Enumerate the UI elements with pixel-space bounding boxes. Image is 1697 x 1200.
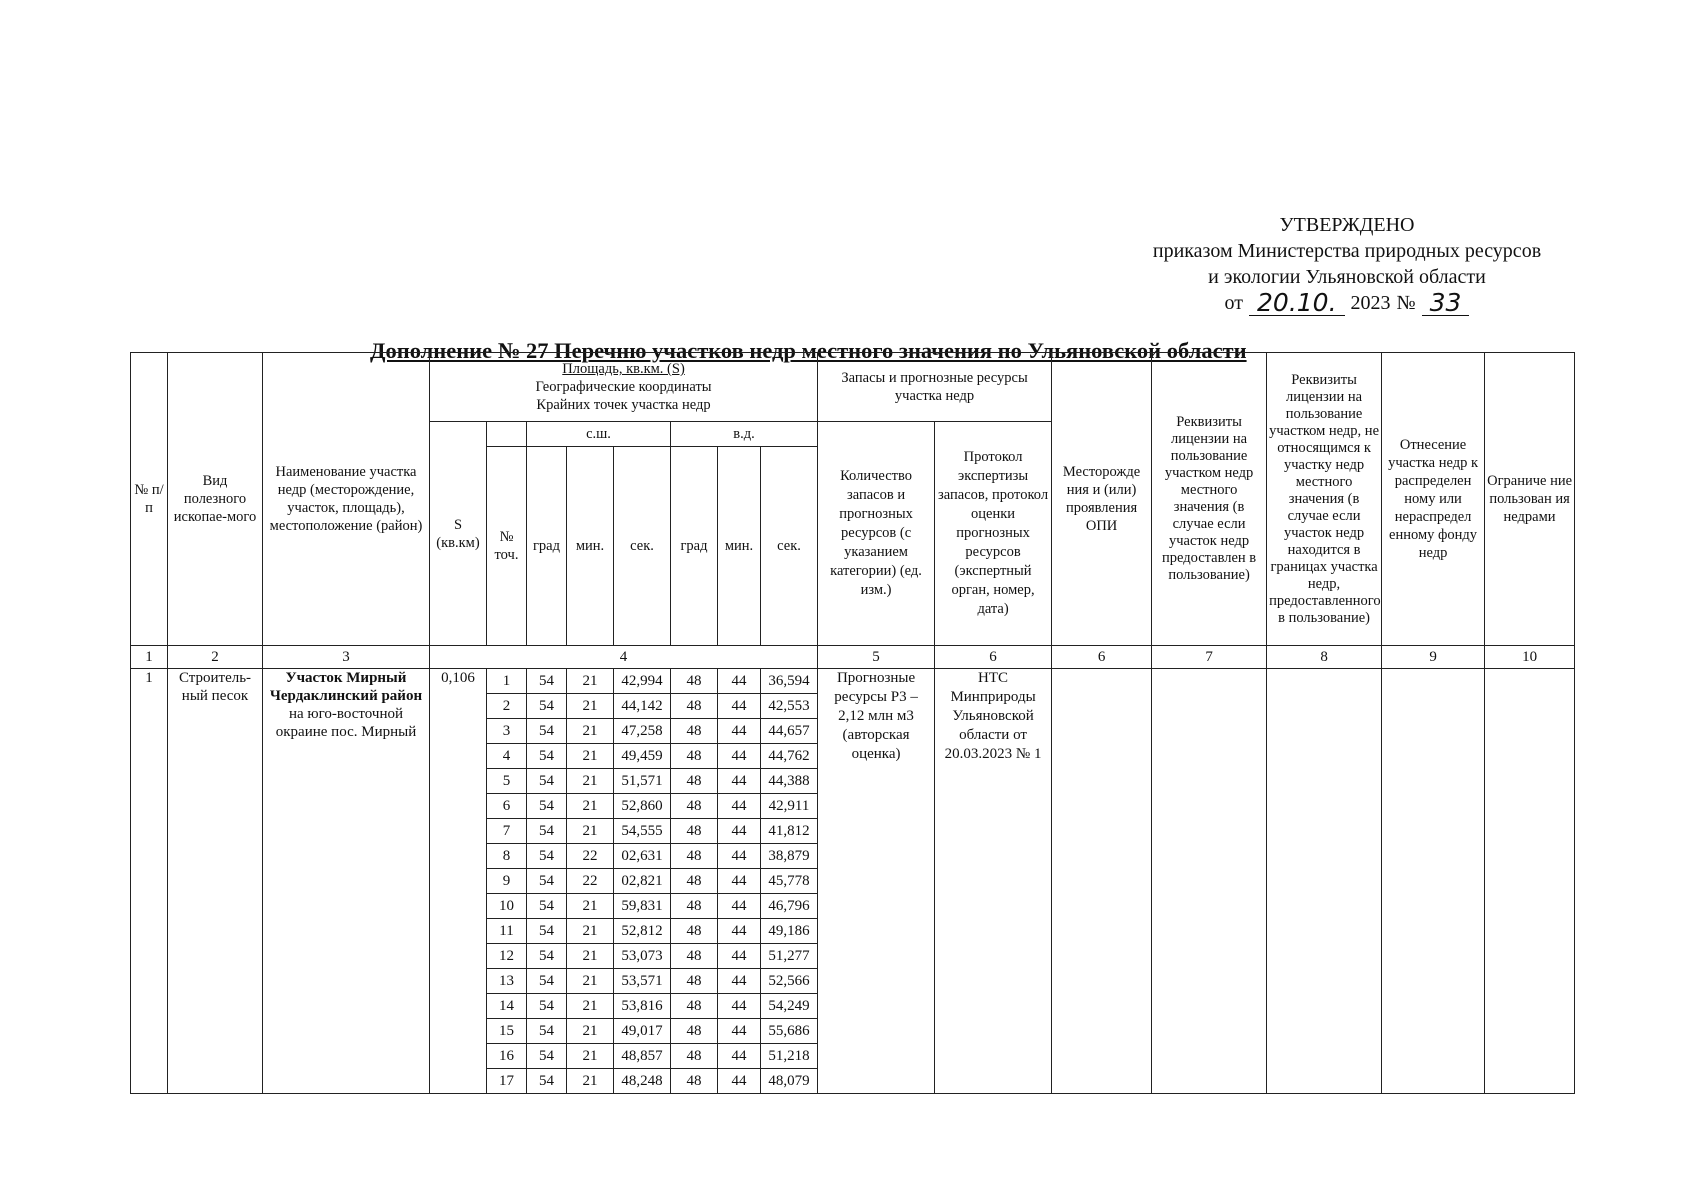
east-deg: 48 [671, 969, 718, 994]
row-area: 0,106 [430, 669, 487, 1094]
east-deg: 48 [671, 794, 718, 819]
approval-stamp [1137, 212, 1557, 316]
site-name-location: на юго-восточной окраине пос. Мирный [275, 706, 417, 740]
handwritten-date: 20.10. [1249, 291, 1345, 316]
east-deg: 48 [671, 894, 718, 919]
north-deg: 54 [527, 694, 567, 719]
north-deg: 54 [527, 844, 567, 869]
header-north: с.ш. [527, 422, 671, 447]
row-restriction [1485, 669, 1575, 1094]
north-sec: 53,816 [614, 994, 671, 1019]
north-deg: 54 [527, 894, 567, 919]
date-prefix: от [1224, 292, 1244, 314]
north-min: 21 [567, 944, 614, 969]
north-sec: 53,073 [614, 944, 671, 969]
east-min: 44 [718, 969, 761, 994]
east-deg: 48 [671, 1019, 718, 1044]
header-east: в.д. [671, 422, 818, 447]
header-site-name: Наименование участка недр (месторождение, участок, площадь), местоположение (район) [263, 353, 430, 646]
column-number-row [131, 646, 1575, 669]
col-number: 9 [1382, 646, 1485, 669]
east-deg: 48 [671, 744, 718, 769]
header-deposit: Месторожде ния и (или) проявления ОПИ [1052, 353, 1152, 646]
document-title: Дополнение № 27 Перечню участков недр местного значения по Ульяновской области [370, 338, 1247, 363]
point-number: 16 [487, 1044, 527, 1069]
east-deg: 48 [671, 869, 718, 894]
east-deg: 48 [671, 669, 718, 694]
header-restriction: Ограниче ние пользован ия недрами [1485, 353, 1575, 646]
east-sec: 48,079 [761, 1069, 818, 1094]
header-area-line1: Площадь, кв.км. (S) [562, 361, 685, 377]
header-east-sec: сек. [761, 447, 818, 646]
east-sec: 45,778 [761, 869, 818, 894]
header-protocol: Протокол экспертизы запасов, протокол оценки прогнозных ресурсов (экспертный орган, номер, дата) [935, 422, 1052, 646]
approval-year: 2023 [1350, 292, 1391, 314]
header-north-min: мин. [567, 447, 614, 646]
row-number: 1 [131, 669, 168, 1094]
north-deg: 54 [527, 944, 567, 969]
table-row [131, 669, 1575, 694]
north-sec: 52,812 [614, 919, 671, 944]
header-north-deg: град [527, 447, 567, 646]
header-license-other: Реквизиты лицензии на пользование участком недр, не относящимся к участку недр местного значения (в случае если участок недр находится в границах участка недр, предоставленного в пользование) [1267, 353, 1382, 646]
row-mineral-type: Строитель-ный песок [168, 669, 263, 1094]
east-min: 44 [718, 694, 761, 719]
col-number: 5 [818, 646, 935, 669]
east-sec: 36,594 [761, 669, 818, 694]
header-area-line2: Географические координаты [535, 379, 712, 395]
header-s: S (кв.км) [430, 422, 487, 646]
point-number: 11 [487, 919, 527, 944]
east-min: 44 [718, 844, 761, 869]
east-min: 44 [718, 1069, 761, 1094]
north-deg: 54 [527, 994, 567, 1019]
north-deg: 54 [527, 869, 567, 894]
handwritten-number: 33 [1422, 291, 1470, 316]
col-number: 1 [131, 646, 168, 669]
row-license-local [1152, 669, 1267, 1094]
east-min: 44 [718, 944, 761, 969]
east-min: 44 [718, 1019, 761, 1044]
north-min: 21 [567, 669, 614, 694]
north-min: 21 [567, 994, 614, 1019]
east-sec: 41,812 [761, 819, 818, 844]
east-sec: 42,911 [761, 794, 818, 819]
east-min: 44 [718, 1044, 761, 1069]
point-number: 2 [487, 694, 527, 719]
row-fund [1382, 669, 1485, 1094]
north-sec: 48,248 [614, 1069, 671, 1094]
point-number: 9 [487, 869, 527, 894]
north-min: 22 [567, 869, 614, 894]
approval-ministry-line: приказом Министерства природных ресурсов [1152, 240, 1542, 262]
point-number: 6 [487, 794, 527, 819]
header-point-spacer [487, 422, 527, 447]
north-sec: 51,571 [614, 769, 671, 794]
north-sec: 47,258 [614, 719, 671, 744]
point-number: 8 [487, 844, 527, 869]
row-site-name [263, 669, 430, 1094]
point-number: 5 [487, 769, 527, 794]
north-deg: 54 [527, 1069, 567, 1094]
east-deg: 48 [671, 719, 718, 744]
point-number: 3 [487, 719, 527, 744]
east-sec: 49,186 [761, 919, 818, 944]
col-number: 7 [1152, 646, 1267, 669]
north-min: 21 [567, 694, 614, 719]
north-sec: 54,555 [614, 819, 671, 844]
header-row-1 [131, 353, 1575, 422]
north-min: 21 [567, 719, 614, 744]
header-license-local: Реквизиты лицензии на пользование участком недр местного значения (в случае если участок недр предоставлен в пользование) [1152, 353, 1267, 646]
point-number: 10 [487, 894, 527, 919]
east-sec: 46,796 [761, 894, 818, 919]
east-deg: 48 [671, 844, 718, 869]
north-sec: 52,860 [614, 794, 671, 819]
east-sec: 51,277 [761, 944, 818, 969]
header-no: № п/п [131, 353, 168, 646]
col-number: 8 [1267, 646, 1382, 669]
header-north-sec: сек. [614, 447, 671, 646]
point-number: 14 [487, 994, 527, 1019]
north-deg: 54 [527, 1019, 567, 1044]
header-east-min: мин. [718, 447, 761, 646]
east-deg: 48 [671, 769, 718, 794]
north-min: 21 [567, 1044, 614, 1069]
north-min: 21 [567, 769, 614, 794]
east-deg: 48 [671, 944, 718, 969]
site-name-bold: Участок Мирный Чердаклинский район [269, 670, 423, 704]
north-deg: 54 [527, 969, 567, 994]
point-number: 17 [487, 1069, 527, 1094]
number-sign: № [1396, 292, 1416, 314]
north-min: 21 [567, 969, 614, 994]
north-deg: 54 [527, 719, 567, 744]
north-min: 21 [567, 1019, 614, 1044]
col-number: 4 [430, 646, 818, 669]
header-point-no: № точ. [487, 447, 527, 646]
point-number: 12 [487, 944, 527, 969]
point-number: 4 [487, 744, 527, 769]
header-reserves-qty: Количество запасов и прогнозных ресурсов (с указанием категории) (ед. изм.) [818, 422, 935, 646]
north-min: 21 [567, 919, 614, 944]
east-min: 44 [718, 719, 761, 744]
east-deg: 48 [671, 919, 718, 944]
east-sec: 52,566 [761, 969, 818, 994]
east-min: 44 [718, 794, 761, 819]
row-license-other [1267, 669, 1382, 1094]
header-fund: Отнесение участка недр к распределен ному или нераспредел енному фонду недр [1382, 353, 1485, 646]
east-min: 44 [718, 869, 761, 894]
north-sec: 48,857 [614, 1044, 671, 1069]
north-sec: 44,142 [614, 694, 671, 719]
east-deg: 48 [671, 694, 718, 719]
east-sec: 51,218 [761, 1044, 818, 1069]
approval-heading: УТВЕРЖДЕНО [1279, 214, 1415, 236]
east-deg: 48 [671, 1044, 718, 1069]
north-deg: 54 [527, 919, 567, 944]
point-number: 1 [487, 669, 527, 694]
north-min: 21 [567, 819, 614, 844]
header-mineral-type: Вид полезного ископае-мого [168, 353, 263, 646]
east-sec: 44,762 [761, 744, 818, 769]
north-sec: 59,831 [614, 894, 671, 919]
col-number: 6 [1052, 646, 1152, 669]
north-deg: 54 [527, 769, 567, 794]
col-number: 6 [935, 646, 1052, 669]
north-min: 21 [567, 1069, 614, 1094]
east-min: 44 [718, 994, 761, 1019]
north-sec: 53,571 [614, 969, 671, 994]
east-min: 44 [718, 819, 761, 844]
north-min: 21 [567, 894, 614, 919]
north-sec: 42,994 [614, 669, 671, 694]
east-sec: 44,657 [761, 719, 818, 744]
header-area-line3: Крайних точек участка недр [536, 397, 711, 413]
header-reserves: Запасы и прогнозные ресурсы участка недр [818, 353, 1052, 422]
east-sec: 55,686 [761, 1019, 818, 1044]
row-reserves [818, 669, 935, 1094]
east-sec: 42,553 [761, 694, 818, 719]
east-min: 44 [718, 919, 761, 944]
east-deg: 48 [671, 819, 718, 844]
north-deg: 54 [527, 1044, 567, 1069]
reserves-text: Прогнозные ресурсы P3 – 2,12 млн м3 (авторская оценка) [834, 670, 918, 762]
north-deg: 54 [527, 744, 567, 769]
north-sec: 49,017 [614, 1019, 671, 1044]
approval-region-line: и экологии Ульяновской области [1208, 266, 1486, 288]
north-min: 21 [567, 744, 614, 769]
col-number: 3 [263, 646, 430, 669]
subsoil-register-table [130, 352, 1575, 1094]
north-sec: 02,631 [614, 844, 671, 869]
point-number: 15 [487, 1019, 527, 1044]
col-number: 10 [1485, 646, 1575, 669]
east-min: 44 [718, 744, 761, 769]
col-number: 2 [168, 646, 263, 669]
north-sec: 49,459 [614, 744, 671, 769]
east-sec: 38,879 [761, 844, 818, 869]
north-min: 22 [567, 844, 614, 869]
row-protocol: НТС Минприроды Ульяновской области от 20.03.2023 № 1 [935, 669, 1052, 1094]
east-min: 44 [718, 669, 761, 694]
east-min: 44 [718, 894, 761, 919]
east-deg: 48 [671, 1069, 718, 1094]
north-deg: 54 [527, 794, 567, 819]
east-min: 44 [718, 769, 761, 794]
point-number: 7 [487, 819, 527, 844]
north-sec: 02,821 [614, 869, 671, 894]
point-number: 13 [487, 969, 527, 994]
east-sec: 44,388 [761, 769, 818, 794]
approval-date-line [1137, 290, 1557, 316]
east-deg: 48 [671, 994, 718, 1019]
north-deg: 54 [527, 819, 567, 844]
header-east-deg: град [671, 447, 718, 646]
east-sec: 54,249 [761, 994, 818, 1019]
header-area-coordinates [430, 353, 818, 422]
north-deg: 54 [527, 669, 567, 694]
row-deposit [1052, 669, 1152, 1094]
north-min: 21 [567, 794, 614, 819]
